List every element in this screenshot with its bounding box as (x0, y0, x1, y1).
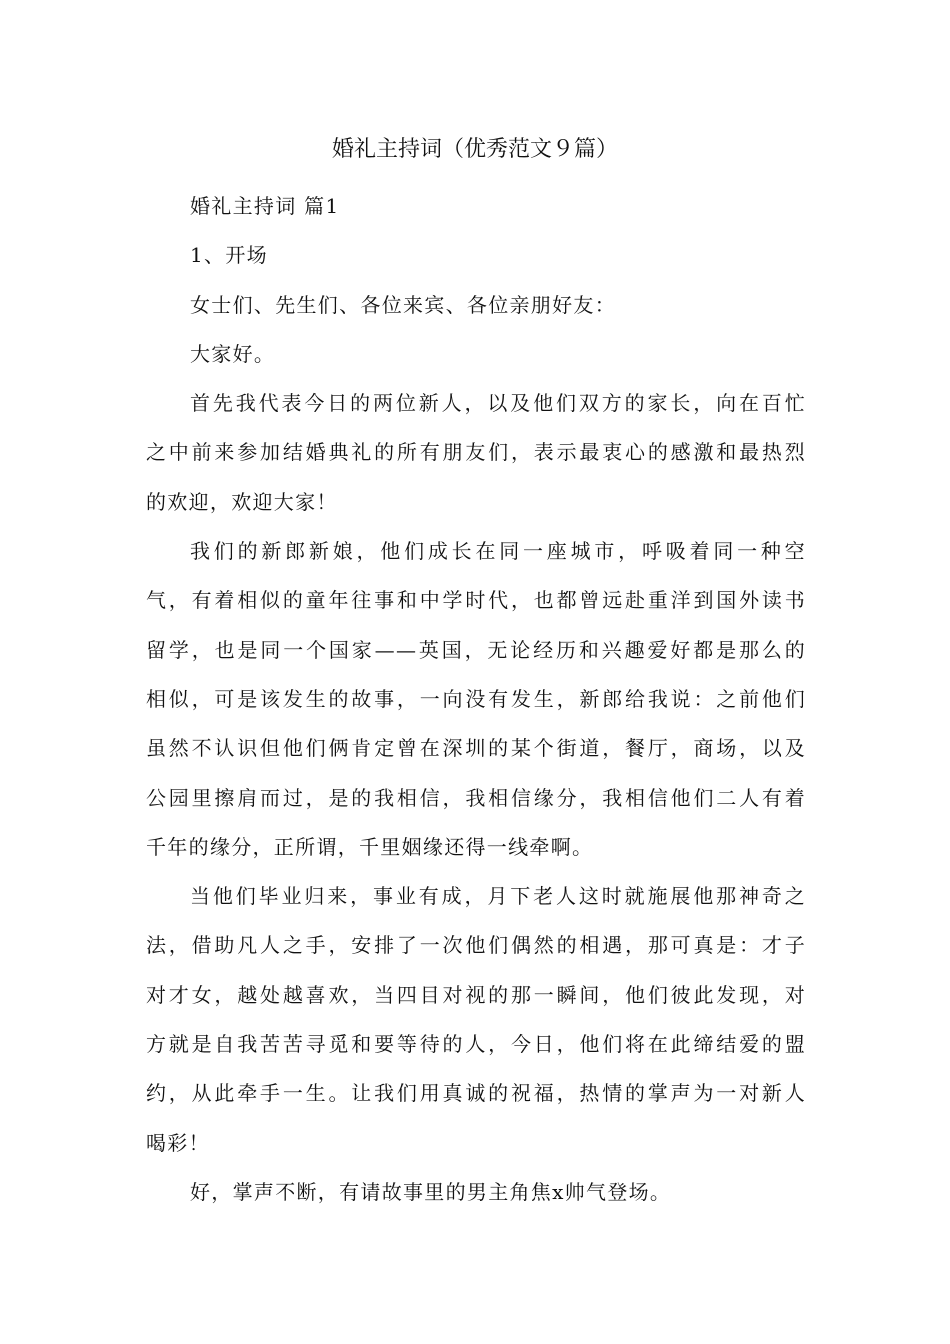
text-line: 气，有着相似的童年往事和中学时代，也都曾远赴重洋到国外读书 (146, 588, 806, 613)
text-line: 留学，也是同一个国家——英国，无论经历和兴趣爱好都是那么的 (146, 637, 806, 662)
text-line: 对才女，越处越喜欢，当四目对视的那一瞬间，他们彼此发现，对 (146, 982, 806, 1007)
text-line: 的欢迎，欢迎大家！ (146, 489, 338, 514)
document-body (146, 182, 806, 1217)
text-line: 约，从此牵手一生。让我们用真诚的祝福，热情的掌声为一对新人 (146, 1081, 806, 1106)
text-line: 公园里擦肩而过，是的我相信，我相信缘分，我相信他们二人有着 (146, 785, 806, 810)
text-line: 虽然不认识但他们俩肯定曾在深圳的某个街道，餐厅，商场，以及 (146, 736, 806, 761)
text-line: 首先我代表今日的两位新人，以及他们双方的家长，向在百忙 (190, 391, 806, 416)
text-line: 我们的新郎新娘，他们成长在同一座城市，呼吸着同一种空 (190, 539, 806, 564)
text-line: 大家好。 (190, 341, 276, 366)
text-line: 法，借助凡人之手，安排了一次他们偶然的相遇，那可真是：才子 (146, 933, 806, 958)
text-line: 方就是自我苦苦寻觅和要等待的人，今日，他们将在此缔结爱的盟 (146, 1032, 806, 1057)
text-line: 婚礼主持词 篇1 (190, 194, 340, 218)
text-line: 当他们毕业归来，事业有成，月下老人这时就施展他那神奇之 (190, 884, 806, 909)
text-line: 之中前来参加结婚典礼的所有朋友们，表示最衷心的感激和最热烈 (146, 440, 806, 465)
text-line: 相似，可是该发生的故事，一向没有发生，新郎给我说：之前他们 (146, 686, 806, 711)
text-line: 喝彩！ (146, 1130, 210, 1155)
text-line: 好，掌声不断，有请故事里的男主角焦x帅气登场。 (190, 1179, 672, 1204)
text-line: 千年的缘分，正所谓，千里姻缘还得一线牵啊。 (146, 834, 594, 859)
document-title: 婚礼主持词（优秀范文９篇） (331, 137, 618, 162)
text-line: 女士们、先生们、各位来宾、各位亲朋好友： (190, 292, 616, 317)
text-line: 1、开场 (190, 243, 268, 268)
